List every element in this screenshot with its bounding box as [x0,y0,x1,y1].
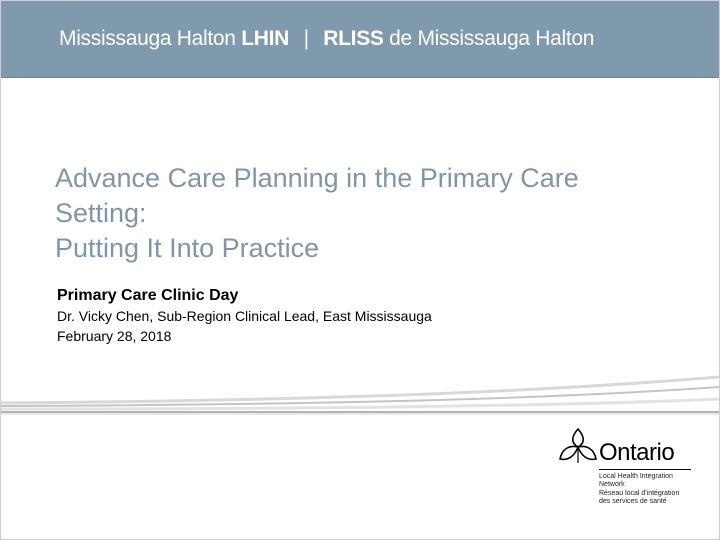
logo-en-line-2: Network [599,481,625,488]
logo-french-text [599,490,699,506]
logo-fr-line-1: Réseau local d'intégration [599,490,680,497]
ontario-wordmark: Ontario [599,439,675,466]
banner-org-fr: de Mississauga Halton [389,27,595,50]
logo-english-text [599,473,699,489]
decorative-swoosh [1,367,719,417]
presentation-date: February 28, 2018 [57,328,172,344]
header-banner [1,1,719,78]
banner-title [59,27,594,51]
banner-rliss: RLISS [323,27,384,50]
ontario-lhin-logo [557,425,707,515]
logo-divider [599,469,691,470]
title-line-2: Setting: [55,198,147,228]
presenter: Dr. Vicky Chen, Sub-Region Clinical Lead, East Mississauga [57,308,432,324]
banner-org-en: Mississauga Halton [59,27,236,50]
banner-separator: | [303,27,309,50]
banner-lhin: LHIN [241,27,290,50]
logo-en-line-1: Local Health Integration [599,473,673,480]
event-name: Primary Care Clinic Day [57,287,239,304]
slide-title [55,161,695,266]
trillium-icon [557,425,599,467]
logo-fr-line-2: des services de santé [599,498,667,505]
title-line-3: Putting It Into Practice [55,233,320,263]
title-line-1: Advance Care Planning in the Primary Care [55,163,579,193]
